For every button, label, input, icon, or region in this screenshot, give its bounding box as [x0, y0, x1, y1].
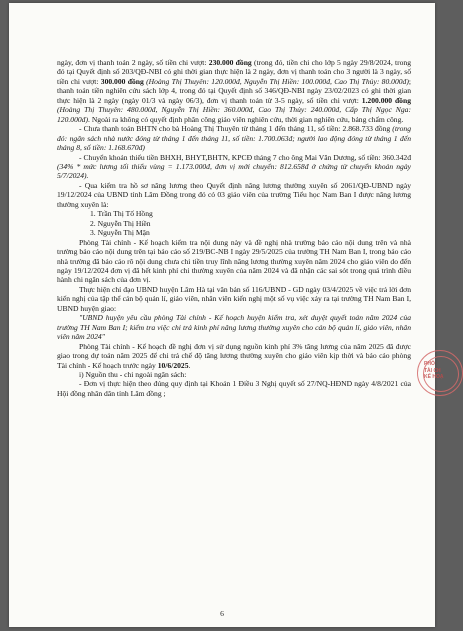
text-run: (trong đó: ngân sách nhà nước đóng từ tháng 1 đến tháng 11, số tiền: 1.700.063đ; người lao động đóng từ tháng 1 đến tháng 8, số tiền: 1.168.670đ) — [57, 124, 411, 153]
paragraph — [57, 58, 411, 124]
list-item — [57, 219, 411, 228]
text-run: "UBND huyện yêu cầu phòng Tài chính - Kế hoạch huyện kiểm tra, xét duyệt quyết toán năm 2024 của trường TH Nam Ban I; kiểm tra việc chi trả kinh phí nâng lương thường xuyên cho cán bộ quản lí, giáo viên, nhân viên năm 2024" — [57, 313, 411, 342]
text-run: . Ngoài ra không có quyết định phân công giáo viên nghiên cứu, thời gian nghiên cứu, bảng chấm công. — [88, 114, 404, 124]
red-stamp — [417, 350, 463, 396]
paragraph — [57, 342, 411, 370]
text-run: ngày, đơn vị thanh toán 2 ngày, số tiền chi vượt: — [57, 58, 209, 67]
document-body — [57, 58, 411, 398]
stamp-line: TÀI CH — [424, 367, 441, 374]
text-run: 2. Nguyễn Thị Hiền — [90, 218, 151, 228]
page-number: 6 — [220, 609, 224, 618]
text-run: Phòng Tài chính - Kế hoạch đề nghị đơn vị sử dụng nguồn kinh phí 3% tăng lương của năm 2025 đã được giao trong dự toán năm 2025 để chi trả chế độ tăng lương thường xuyên cho giáo viên kịp thời và báo cáo phòng Tài chính - Kế hoạch trước ngày — [57, 341, 411, 370]
text-run: 300.000 đồng — [100, 76, 144, 86]
text-run: Phòng Tài chính - Kế hoạch kiểm tra nội dung này và đề nghị nhà trường báo cáo nội dung trên và nhà trường báo cáo nội dung trên tại báo cáo số 219/BC-NB I ngày 29/5/2025 của trường TH Nam Ban I, trong báo cáo nhà trường đã báo cáo rõ nội dung chưa chi tiền truy lĩnh nâng lương thường xuyên năm 2024 cho giáo viên do đến ngày 19/12/2024 đơn vị đã hết kinh phí chi thường xuyên của năm 2024 và đã nhận các sai sót trong quá trình điều hành chi ngân sách của đơn vị. — [57, 237, 411, 285]
text-run: Thực hiện chỉ đạo UBND huyện Lâm Hà tại văn bản số 116/UBND - GD ngày 03/4/2025 về việc trả lời đơn kiến nghị của tập thể cán bộ quản lí, giáo viên, nhân viên kiến nghị một số vụ việc xảy ra tại trường TH Nam Ban I, UBND huyện giao: — [57, 284, 411, 313]
text-run: - Qua kiểm tra hồ sơ nâng lương theo Quyết định nâng lương thường xuyên số 2061/QĐ-UBND ngày 19/12/2024 của UBND tỉnh Lâm Đồng trong đó có 03 giáo viên của trường Tiểu học Nam Ban I được nâng lương thường xuyên là: — [57, 180, 411, 209]
paragraph — [57, 313, 411, 341]
text-run: (trong đó, tiền chi cho lớp 5 ngày 29/8/2024, trong đó tại Quyết định số 203/QĐ-NBI có ghi thời gian thực hiện là 2 ngày, đơn vị thanh toán cho 3 người là 3 ngày, số tiền chi vượt: — [57, 58, 411, 86]
text-run: (Hoàng Thị Thuyên: 480.000đ, Nguyễn Thị Hiền: 360.000đ, Cao Thị Thủy: 240.000đ, Cấp Thị Ngọc Nga: 120.000đ) — [57, 105, 411, 124]
paragraph — [57, 124, 411, 152]
text-run: ; thanh toán tiền nghiên cứu sách lớp 4, trong đó tại Quyết định số 346/QĐ-NBI ngày 23/02/2023 có ghi thời gian thực hiện là 2 ngày (ngày 01/3 và ngày 06/3), đơn vị thanh toán từ 3-5 ngày, số tiền chi vượt: — [57, 76, 412, 105]
paragraph — [57, 181, 411, 209]
paragraph — [57, 379, 411, 398]
text-run: - Chưa thanh toán BHTN cho bà Hoàng Thị Thuyên từ tháng 1 đến tháng 11, số tiền: 2.868.733 đồng — [79, 124, 393, 134]
text-run: (Hoàng Thị Thuyên: 120.000đ, Nguyễn Thị Hiền: 100.000đ, Cao Thị Thủy: 80.000đ) — [146, 76, 409, 86]
list-item — [57, 228, 411, 237]
document-page — [9, 3, 444, 627]
text-run: 230.000 đồng — [208, 58, 252, 67]
text-run: 10/6/2025 — [157, 360, 189, 370]
paragraph — [57, 285, 411, 313]
stamp-line: PHÒ — [424, 361, 435, 367]
text-run: - Đơn vị thực hiện theo đúng quy định tại Khoản 1 Điều 3 Nghị quyết số 27/NQ-HĐND ngày 4/8/2021 của Hội đồng nhân dân tỉnh Lâm đồng ; — [57, 379, 411, 398]
text-run: 1. Trần Thị Tố Hồng — [90, 209, 153, 219]
stamp-text — [424, 361, 443, 381]
text-run: 3. Nguyễn Thị Mận — [90, 228, 150, 238]
text-run: - Chuyển khoản thiếu tiền BHXH, BHYT,BHTN, KPCĐ tháng 7 cho ông Mai Văn Dương, số tiền: 360.342đ — [79, 152, 411, 162]
text-run: 1.200.000 đồng — [361, 95, 411, 105]
text-run: i) Nguồn thu - chi ngoài ngân sách: — [79, 369, 187, 379]
stamp-line: KẾ HOẠ — [424, 374, 444, 380]
paragraph — [57, 370, 411, 379]
list-item — [57, 209, 411, 218]
text-run: (34% * mức lương tối thiểu vùng = 1.173.000đ, đơn vị mới chuyển: 812.658đ ở chứng từ chuyển khoản ngày 5/7/2024). — [57, 161, 411, 181]
paragraph — [57, 153, 411, 181]
paragraph — [57, 238, 411, 285]
text-run: . — [188, 360, 191, 370]
